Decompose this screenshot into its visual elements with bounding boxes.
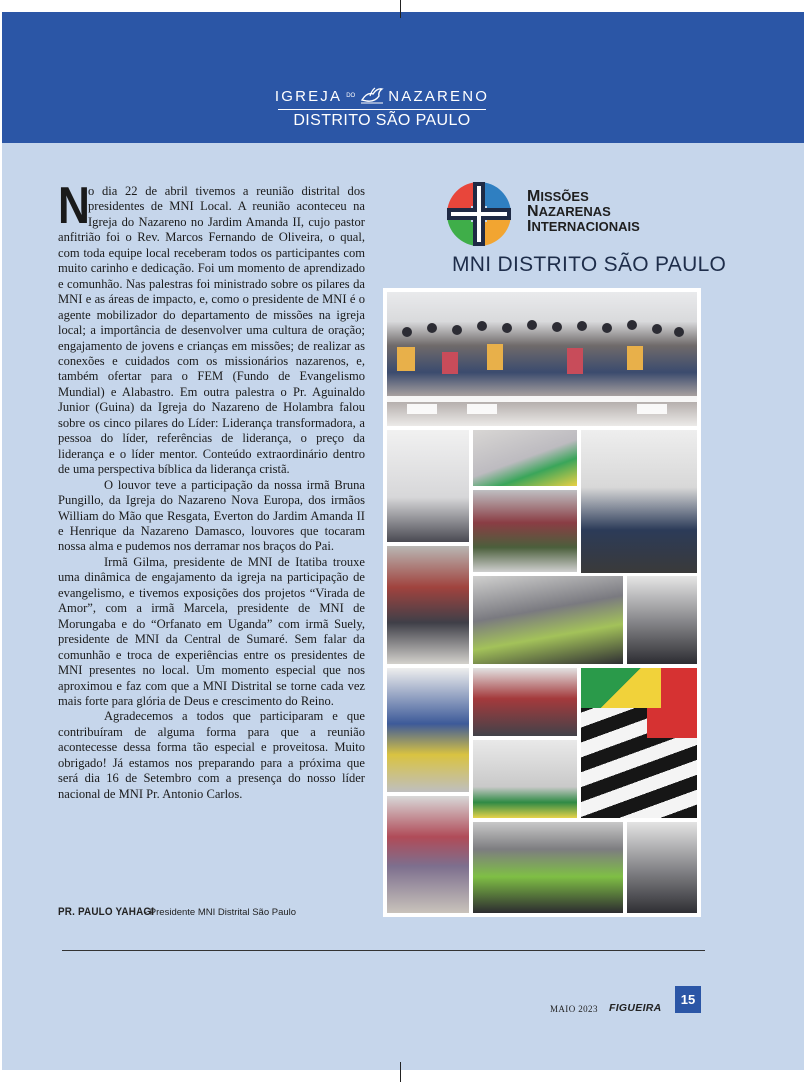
article-body [58,177,365,802]
magazine-name: FIGUEIRA [609,1002,662,1014]
photo-worship-singer [387,430,469,542]
photo-flag-stage [473,430,577,486]
crop-mark-top [400,0,401,18]
issue-date: MAIO 2023 [550,1004,598,1014]
mni-district-heading: MNI DISTRITO SÃO PAULO [452,253,727,276]
dove-flame-icon [359,86,385,106]
photo-audience-4 [627,576,697,664]
drop-cap: N [58,177,90,235]
author-name: PR. PAULO YAHAGI [58,906,155,918]
photo-audience-1 [473,490,577,572]
mni-cross-logo-icon [443,178,515,250]
mni-word-nazarenas: AZARENAS [538,204,611,219]
mni-word-missoes: ISSÕES [540,189,589,204]
district-title: DISTRITO SÃO PAULO [293,112,471,129]
photo-crowd-green [473,822,623,913]
article-paragraph-4: Agradecemos a todos que participaram e que contribuíram de alguma forma para que a reunião acontecesse dessa forma tão especial e proveitosa. Muito obrigado! Já estamos nos preparando para a próxima que será dia 16 de Setembro com a presença do nosso líder nacional de MNI Pr. Antonio Carlos. [58,709,365,801]
group-photo [387,292,697,426]
mni-wordmark: MISSÕES NAZARENAS INTERNACIONAIS [527,188,640,235]
author-role: - Presidente MNI Distrital São Paulo [144,907,297,918]
photo-sao-paulo-flag [581,668,697,818]
photo-audience-3 [473,576,623,664]
brand-divider [278,109,486,110]
brand-word-igreja: IGREJA [274,87,343,105]
photo-presenter [387,668,469,792]
footer-divider [62,950,705,951]
article-paragraph-3: Irmã Gilma, presidente de MNI de Itatiba trouxe uma dinâmica de engajamento da igreja na participação de evangelismo, e tivemos exposições dos projetos “Virada de Amor”, com a irmã Marcela, presidente de MNI de Morungaba e do “Orfanato em Uganda” com irmã Suely, presidente de MNI da Central de Sumaré. Sem falar da comunhão e troca de experiências entre os presidentes de MNI presentes no local. Um momento especial que nos aproximou e faz com que a MNI Distrital se torne cada vez mais forte para glória de Deus e crescimento do Reino. [58,554,365,708]
photo-audience-2 [387,546,469,664]
crop-mark-bottom [400,1062,401,1082]
brand-word-nazareno: NAZARENO [388,87,490,105]
flag-brazil-corner [581,668,661,708]
page-number: 15 [675,986,701,1013]
photo-prayer-circle [473,668,577,736]
brand-word-do: DO [346,93,356,99]
photo-greeting [387,796,469,913]
group-people-icon [387,292,697,426]
article-paragraph-2: O louvor teve a participação da nossa irmã Bruna Pungillo, da Igreja do Nazareno Nova Europa, dos irmãos William do Mão que Resgata, Everton do Jardim Amanda II e Henrique da Nazareno Damasco, louvores que tocaram nossa alma e pudemos nos derramar nos braços do Pai. [58,477,365,554]
author-signature [58,906,296,918]
article-paragraph-1: N o dia 22 de abril tivemos a reunião distrital dos presidentes de MNI Local. A reunião aconteceu na Igreja do Nazareno no Jardim Amanda II, cujo pastor anfitrião foi o Rev. Marcos Fernando de Oliveira, o qual, com toda equipe local receberam todos os participantes com muito carinho e dedicação. Foi um momento de aprendizado e comunhão. Nas palestras foi ministrado sobre os pilares da MNI e as áreas de impacto, e, como o presidente de MNI é o agente mobilizador do departamento de missões na igreja local; a importância de desenvolver uma cultura de oração; engajamento de jovens e crianças em missões; de realizar as conexões e cuidados com os missionários nazarenos, e, também ofertar para o FEM (Fundo de Evangelismo Mundial) e Alabastro. Em outra palestra o Pr. Aguinaldo Junior (Guina) da Igreja do Nazareno de Holambra falou sobre os cinco pilares do Líder: Liderança transformadora, a pessoa do líder, referências de liderança, o preço da liderança e o líder mentor. Conteúdo extraordinário dentro de uma perspectiva bíblica da liderança cristã. [58,177,365,477]
photo-speaker [581,430,697,573]
mni-word-internacionais: NTERNACIONAIS [531,219,640,234]
photo-collage [383,288,701,917]
photo-brazil-flag-floor [473,740,577,818]
photo-crowd-back [627,822,697,913]
church-brand [272,86,492,130]
